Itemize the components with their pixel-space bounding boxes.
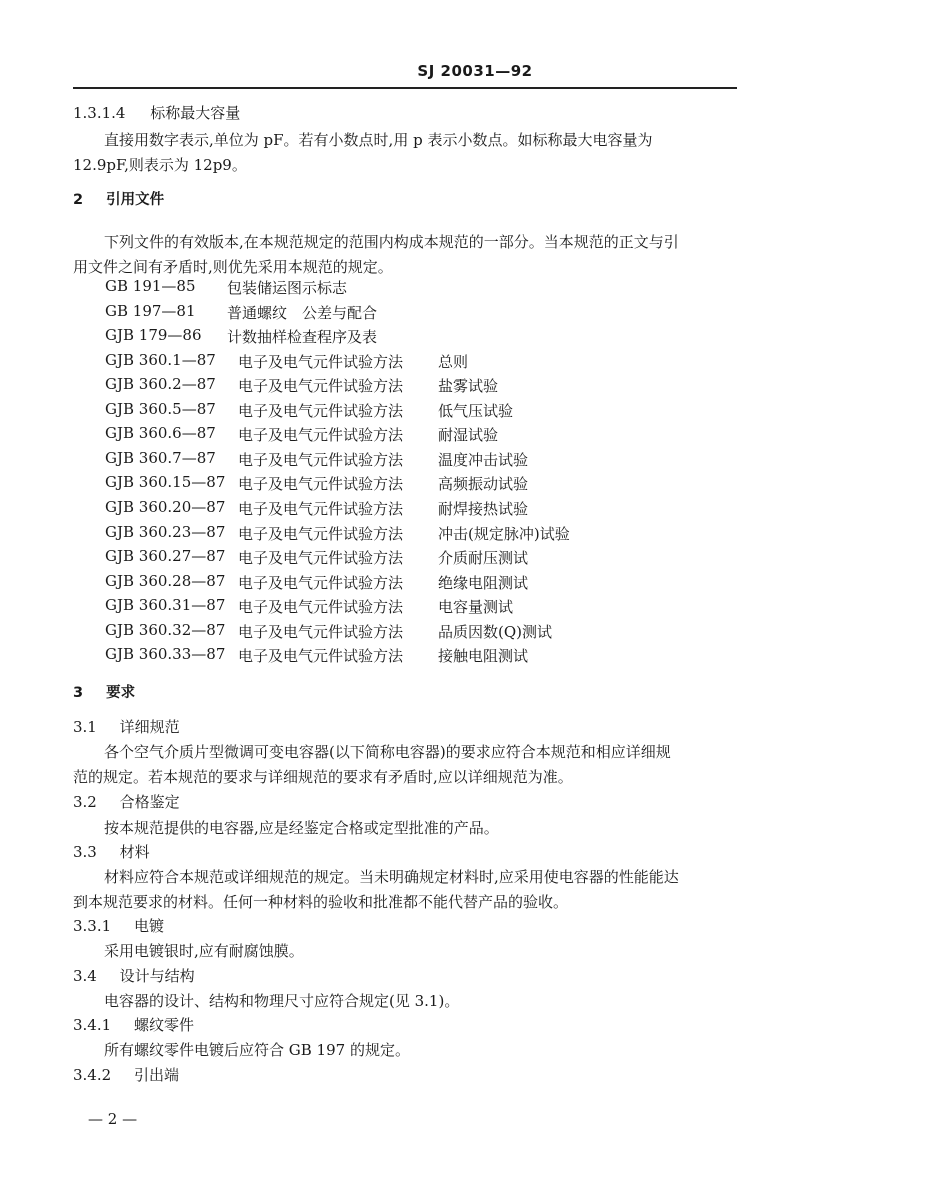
paragraph-line: 下列文件的有效版本,在本规范规定的范围内构成本规范的一部分。当本规范的正文与引 bbox=[104, 233, 679, 251]
reference-code: GJB 179—86 bbox=[105, 326, 202, 344]
reference-subtitle: 冲击(规定脉冲)试验 bbox=[438, 525, 570, 543]
section-number: 3.4 bbox=[73, 967, 97, 985]
reference-title: 电子及电气元件试验方法 bbox=[238, 647, 404, 665]
reference-subtitle: 总则 bbox=[438, 353, 469, 371]
reference-code: GJB 360.2—87 bbox=[105, 375, 216, 393]
reference-subtitle: 高频振动试验 bbox=[438, 475, 529, 493]
reference-title: 电子及电气元件试验方法 bbox=[238, 623, 404, 641]
reference-code: GJB 360.23—87 bbox=[105, 523, 226, 541]
section-3-heading bbox=[73, 681, 135, 702]
header-rule bbox=[73, 87, 737, 89]
reference-title: 电子及电气元件试验方法 bbox=[238, 500, 404, 518]
section-number: 3.2 bbox=[73, 793, 97, 811]
reference-code: GJB 360.32—87 bbox=[105, 621, 226, 639]
reference-title: 包装储运图示标志 bbox=[227, 279, 348, 297]
header-code: SJ 20031—92 bbox=[417, 62, 533, 80]
section-title: 电镀 bbox=[133, 917, 164, 935]
section-number: 3.4.1 bbox=[73, 1016, 112, 1034]
section-3-2-heading bbox=[73, 791, 180, 812]
section-number: 2 bbox=[73, 192, 84, 208]
reference-code: GJB 360.33—87 bbox=[105, 645, 226, 663]
reference-title: 计数抽样检查程序及表 bbox=[227, 328, 378, 346]
reference-code: GJB 360.31—87 bbox=[105, 596, 226, 614]
reference-code: GB 191—85 bbox=[105, 277, 196, 295]
reference-code: GJB 360.7—87 bbox=[105, 449, 216, 467]
section-number: 3.4.2 bbox=[73, 1066, 112, 1084]
reference-title: 电子及电气元件试验方法 bbox=[238, 353, 404, 371]
reference-subtitle: 温度冲击试验 bbox=[438, 451, 529, 469]
paragraph-line: 到本规范要求的材料。任何一种材料的验收和批准都不能代替产品的验收。 bbox=[73, 893, 569, 911]
reference-code: GJB 360.15—87 bbox=[105, 473, 226, 491]
section-number: 3.3 bbox=[73, 843, 97, 861]
section-title: 螺纹零件 bbox=[133, 1016, 194, 1034]
reference-title: 电子及电气元件试验方法 bbox=[238, 525, 404, 543]
paragraph-line: 各个空气介质片型微调可变电容器(以下简称电容器)的要求应符合本规范和相应详细规 bbox=[104, 743, 671, 761]
reference-subtitle: 低气压试验 bbox=[438, 402, 514, 420]
section-3-4-1-heading bbox=[73, 1014, 194, 1035]
reference-subtitle: 耐焊接热试验 bbox=[438, 500, 529, 518]
reference-title: 电子及电气元件试验方法 bbox=[238, 451, 404, 469]
reference-title: 电子及电气元件试验方法 bbox=[238, 402, 404, 420]
section-title: 设计与结构 bbox=[119, 967, 195, 985]
reference-subtitle: 介质耐压测试 bbox=[438, 549, 529, 567]
reference-subtitle: 耐湿试验 bbox=[438, 426, 499, 444]
section-title: 标称最大容量 bbox=[150, 104, 241, 122]
section-2-heading bbox=[73, 188, 164, 209]
paragraph-line: 所有螺纹零件电镀后应符合 GB 197 的规定。 bbox=[104, 1041, 410, 1059]
paragraph-line: 按本规范提供的电容器,应是经鉴定合格或定型批准的产品。 bbox=[104, 819, 499, 837]
paragraph-line: 范的规定。若本规范的要求与详细规范的要求有矛盾时,应以详细规范为准。 bbox=[73, 768, 573, 786]
reference-code: GJB 360.5—87 bbox=[105, 400, 216, 418]
reference-subtitle: 品质因数(Q)测试 bbox=[438, 623, 553, 641]
section-title: 材料 bbox=[119, 843, 150, 861]
section-3-3-1-heading bbox=[73, 915, 164, 936]
section-title: 引用文件 bbox=[106, 192, 165, 208]
section-number: 3 bbox=[73, 685, 84, 701]
section-number: 3.3.1 bbox=[73, 917, 112, 935]
reference-title: 普通螺纹 公差与配合 bbox=[227, 304, 378, 322]
section-number: 1.3.1.4 bbox=[73, 104, 126, 122]
reference-title: 电子及电气元件试验方法 bbox=[238, 549, 404, 567]
section-1-3-1-4-heading bbox=[73, 102, 240, 123]
paragraph-line: 用文件之间有矛盾时,则优先采用本规范的规定。 bbox=[73, 258, 393, 276]
reference-title: 电子及电气元件试验方法 bbox=[238, 426, 404, 444]
paragraph-line: 直接用数字表示,单位为 pF。若有小数点时,用 p 表示小数点。如标称最大电容量为 bbox=[104, 131, 653, 149]
reference-subtitle: 盐雾试验 bbox=[438, 377, 499, 395]
page-number: — 2 — bbox=[88, 1110, 138, 1128]
section-3-1-heading bbox=[73, 716, 180, 737]
reference-title: 电子及电气元件试验方法 bbox=[238, 377, 404, 395]
section-title: 引出端 bbox=[133, 1066, 179, 1084]
section-title: 要求 bbox=[106, 685, 136, 701]
section-3-4-heading bbox=[73, 965, 195, 986]
paragraph-line: 电容器的设计、结构和物理尺寸应符合规定(见 3.1)。 bbox=[104, 992, 460, 1010]
reference-subtitle: 绝缘电阻测试 bbox=[438, 574, 529, 592]
section-title: 详细规范 bbox=[119, 718, 180, 736]
paragraph-line: 12.9pF,则表示为 12p9。 bbox=[73, 156, 247, 174]
reference-code: GB 197—81 bbox=[105, 302, 196, 320]
reference-title: 电子及电气元件试验方法 bbox=[238, 598, 404, 616]
reference-code: GJB 360.27—87 bbox=[105, 547, 226, 565]
section-3-3-heading bbox=[73, 841, 150, 862]
section-title: 合格鉴定 bbox=[119, 793, 180, 811]
section-3-4-2-heading bbox=[73, 1064, 179, 1085]
section-number: 3.1 bbox=[73, 718, 97, 736]
paragraph-line: 采用电镀银时,应有耐腐蚀膜。 bbox=[104, 942, 304, 960]
reference-code: GJB 360.28—87 bbox=[105, 572, 226, 590]
reference-subtitle: 接触电阻测试 bbox=[438, 647, 529, 665]
reference-code: GJB 360.1—87 bbox=[105, 351, 216, 369]
reference-title: 电子及电气元件试验方法 bbox=[238, 574, 404, 592]
reference-title: 电子及电气元件试验方法 bbox=[238, 475, 404, 493]
reference-subtitle: 电容量测试 bbox=[438, 598, 514, 616]
reference-code: GJB 360.6—87 bbox=[105, 424, 216, 442]
reference-code: GJB 360.20—87 bbox=[105, 498, 226, 516]
paragraph-line: 材料应符合本规范或详细规范的规定。当未明确规定材料时,应采用使电容器的性能能达 bbox=[104, 868, 679, 886]
